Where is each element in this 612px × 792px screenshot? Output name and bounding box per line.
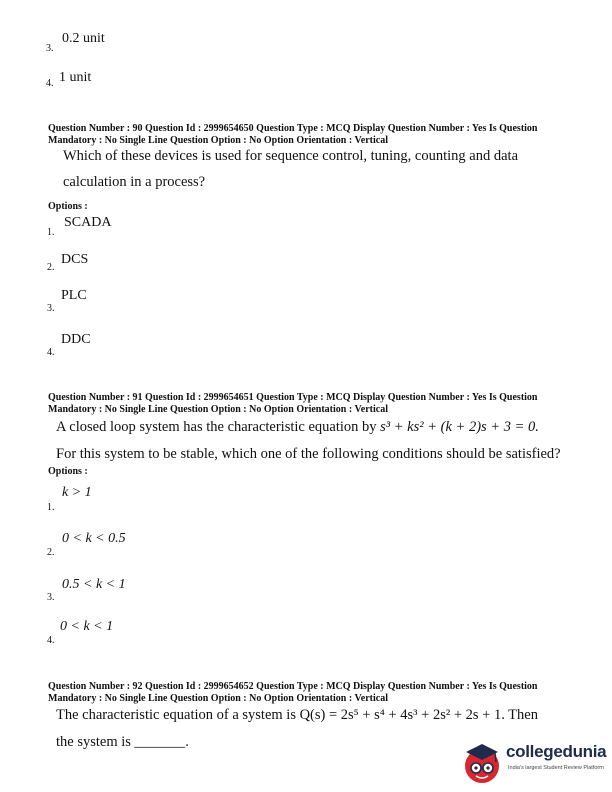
q90-question-text-2: calculation in a process? [63,174,206,190]
q91-equation: s³ + ks² + (k + 2)s + 3 = 0. [380,419,539,435]
q90-option-4-text: DDC [61,332,91,347]
q91-option-2-text: 0 < k < 0.5 [62,531,126,546]
q91-meta-line-2: Mandatory : No Single Line Question Option : No Option Orientation : Vertical [48,404,389,415]
logo-tagline: India's largest Student Review Platform [508,765,604,771]
q92-meta-line-2: Mandatory : No Single Line Question Option : No Option Orientation : Vertical [48,693,389,704]
q91-option-1-text: k > 1 [62,485,92,500]
q91-option-3-number: 3. [47,592,55,603]
q91-option-4-text: 0 < k < 1 [60,619,114,634]
q91-option-4-number: 4. [47,635,55,646]
q90-option-2-text: DCS [61,252,89,267]
q89-option-3-number: 3. [46,43,54,54]
q90-meta-line-1: Question Number : 90 Question Id : 2999654650 Question Type : MCQ Display Question Number : Yes Is Question [48,123,538,134]
q91-option-3-text: 0.5 < k < 1 [62,577,126,592]
q92-question-text-2: the system is _______. [56,734,189,750]
q91-meta-line-1: Question Number : 91 Question Id : 2999654651 Question Type : MCQ Display Question Number : Yes Is Question [48,392,538,403]
q89-option-4-text: 1 unit [59,70,92,85]
q90-option-4-number: 4. [47,347,55,358]
q90-options-label: Options : [48,201,88,212]
q90-option-2-number: 2. [47,262,55,273]
q91-question-text-1: A closed loop system has the characteristic equation by [56,419,377,435]
collegedunia-logo[interactable] [462,738,612,788]
q89-option-3-text: 0.2 unit [62,31,105,46]
q91-option-1-number: 1. [47,502,55,513]
q90-option-3-number: 3. [47,303,55,314]
q91-question-text-2: For this system to be stable, which one of the following conditions should be satisfied? [56,446,561,462]
q90-option-1-number: 1. [47,227,55,238]
logo-wordmark: collegedunia [506,742,607,761]
q90-option-3-text: PLC [61,288,87,303]
q89-option-4-number: 4. [46,78,54,89]
q92-question-text-1: The characteristic equation of a system is Q(s) = 2s⁵ + s⁴ + 4s³ + 2s² + 2s + 1. Then [56,707,538,723]
q90-meta-line-2: Mandatory : No Single Line Question Option : No Option Orientation : Vertical [48,135,389,146]
q91-option-2-number: 2. [47,547,55,558]
q92-meta-line-1: Question Number : 92 Question Id : 2999654652 Question Type : MCQ Display Question Number : Yes Is Question [48,681,538,692]
q91-options-label: Options : [48,466,88,477]
q90-question-text-1: Which of these devices is used for sequence control, tuning, counting and data [63,148,519,164]
q91-question-line-1 [56,419,539,436]
q90-option-1-text: SCADA [64,215,112,230]
graduate-mascot-icon [462,738,506,786]
